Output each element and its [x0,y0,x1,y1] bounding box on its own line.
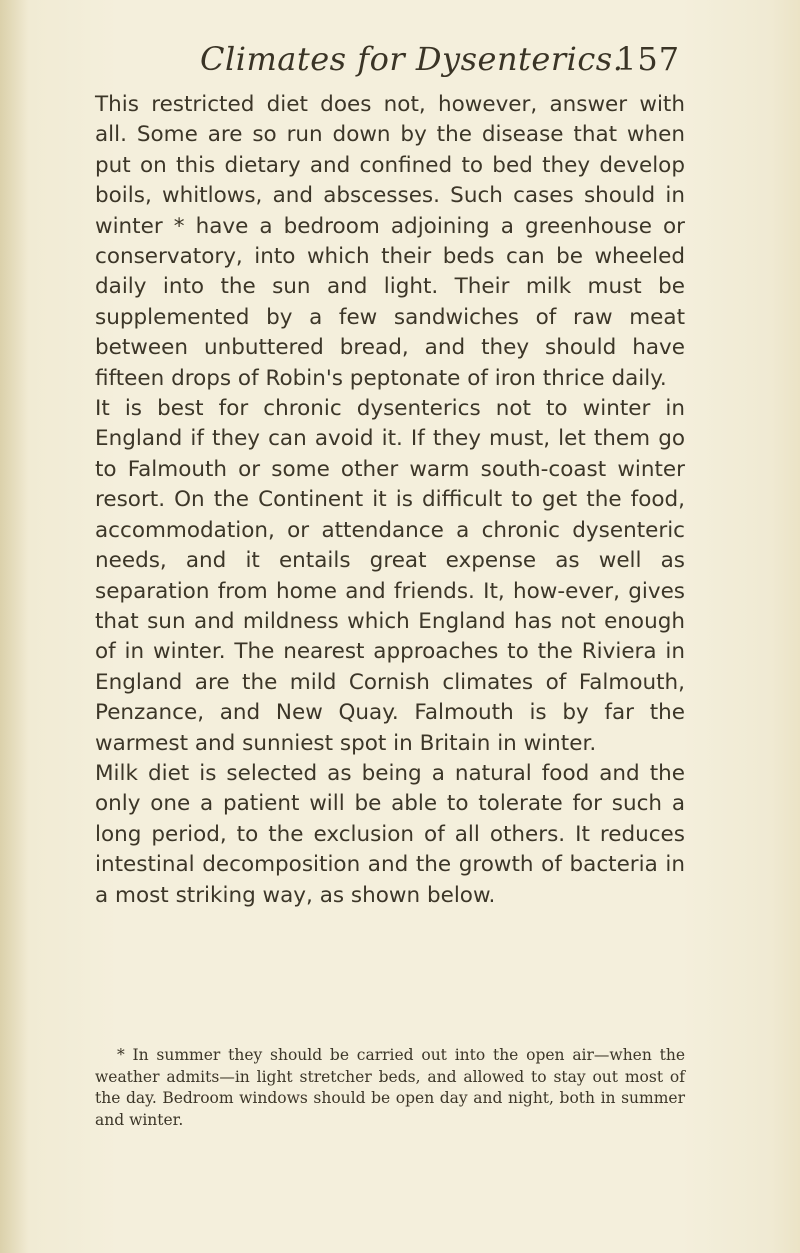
paragraph-1: This restricted diet does not, however, answer with all. Some are so run down by the disease that when put on this dietary and confined to bed they develop boils, whitlows, and abscesses. Such cases should in winter * have a bedroom adjoining a greenhouse or conservatory, into which their beds can be wheeled daily into the sun and light. Their milk must be supplemented by a few sandwiches of raw meat between unbuttered bread, and they should have fifteen drops of Robin's peptonate of iron thrice daily. [95,92,685,391]
footnote [95,1045,685,1131]
page-number: 157 [616,40,681,78]
page-spine-shadow [0,0,28,1253]
footnote-text: * In summer they should be carried out into the open air—when the weather admits—in light stretcher beds, and allowed to stay out most of the day. Bedroom windows should be open day and night, both in summer and winter. [95,1046,685,1129]
body-text [95,90,685,911]
paragraph-2: It is best for chronic dysenterics not to winter in England if they can avoid it. If they must, let them go to Falmouth or some other warm south-coast winter resort. On the Continent it is difficult to get the food, accommodation, or attendance a chronic dysenteric needs, and it entails great expense as well as separation from home and friends. It, how-ever, gives that sun and mildness which England has not enough of in winter. The nearest approaches to the Riviera in England are the mild Cornish climates of Falmouth, Penzance, and New Quay. Falmouth is by far the warmest and sunniest spot in Britain in winter. [95,396,685,756]
running-title: Climates for Dysenterics. [200,40,624,78]
paragraph-3: Milk diet is selected as being a natural food and the only one a patient will be able to tolerate for such a long period, to the exclusion of all others. It reduces intestinal decomposition and the growth of bacteria in a most striking way, as shown below. [95,760,685,908]
